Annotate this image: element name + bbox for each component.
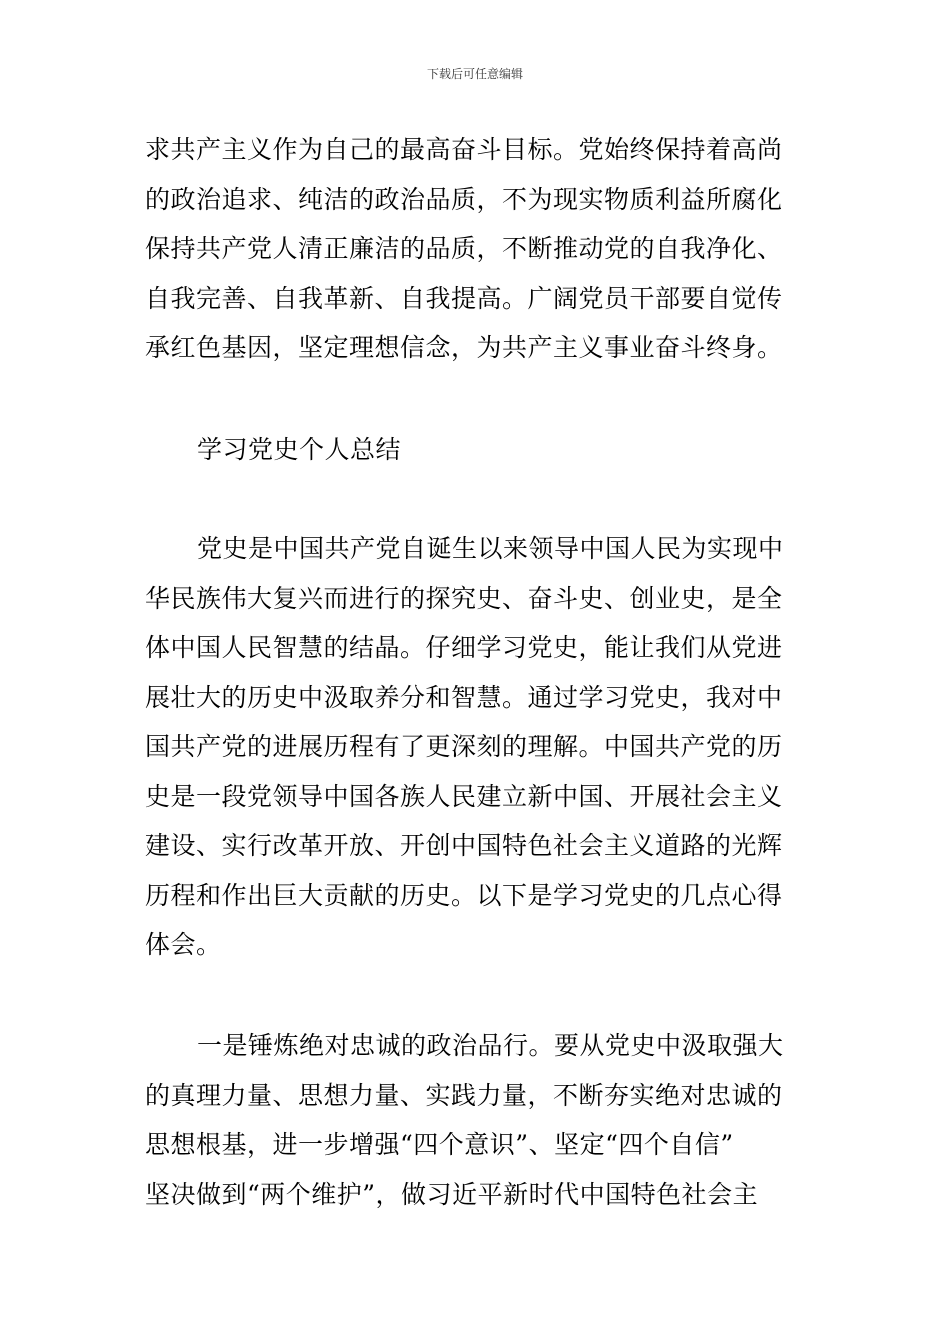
text-line: 史是一段党领导中国各族人民建立新中国、开展社会主义 <box>145 781 783 811</box>
text-line: 思想根基，进一步增强“四个意识”、坚定“四个自信” <box>145 1130 734 1159</box>
section-heading <box>145 425 811 475</box>
text-line: 建设、实行改革开放、开创中国特色社会主义道路的光辉 <box>145 831 783 860</box>
page-header: 下载后可任意编辑 <box>426 67 523 81</box>
text-line: 一是锤炼绝对忠诚的政治品行。要从党史中汲取强大 <box>197 1031 784 1060</box>
text-line: 华民族伟大复兴而进行的探究史、奋斗史、创业史，是全 <box>145 583 783 613</box>
paragraph-point-one <box>145 1021 811 1219</box>
paragraph-continuation <box>145 125 811 373</box>
text-line: 求共产主义作为自己的最高奋斗目标。党始终保持着高尚 <box>145 135 783 164</box>
text-line: 历程和作出巨大贡献的历史。以下是学习党史的几点心得 <box>145 880 783 910</box>
text-line: 自我完善、自我革新、自我提高。广阔党员干部要自觉传 <box>145 283 783 313</box>
text-line: 的政治追求、纯洁的政治品质，不为现实物质利益所腐化 <box>145 184 783 214</box>
text-line: 保持共产党人清正廉洁的品质，不断推动党的自我净化、 <box>145 234 783 263</box>
text-line: 承红色基因，坚定理想信念，为共产主义事业奋斗终身。 <box>145 333 783 362</box>
heading-text: 学习党史个人总结 <box>197 435 402 464</box>
text-line: 体会。 <box>145 930 222 959</box>
text-line: 体中国人民智慧的结晶。仔细学习党史，能让我们从党进 <box>145 633 783 662</box>
paragraph-intro <box>145 524 811 970</box>
text-line: 展壮大的历史中汲取养分和智慧。通过学习党史，我对中 <box>145 682 783 712</box>
text-line: 国共产党的进展历程有了更深刻的理解。中国共产党的历 <box>145 732 783 761</box>
text-line: 的真理力量、思想力量、实践力量，不断夯实绝对忠诚的 <box>145 1080 783 1110</box>
text-line: 党史是中国共产党自诞生以来领导中国人民为实现中 <box>197 534 784 563</box>
text-line: 坚决做到“两个维护”，做习近平新时代中国特色社会主 <box>145 1179 759 1209</box>
